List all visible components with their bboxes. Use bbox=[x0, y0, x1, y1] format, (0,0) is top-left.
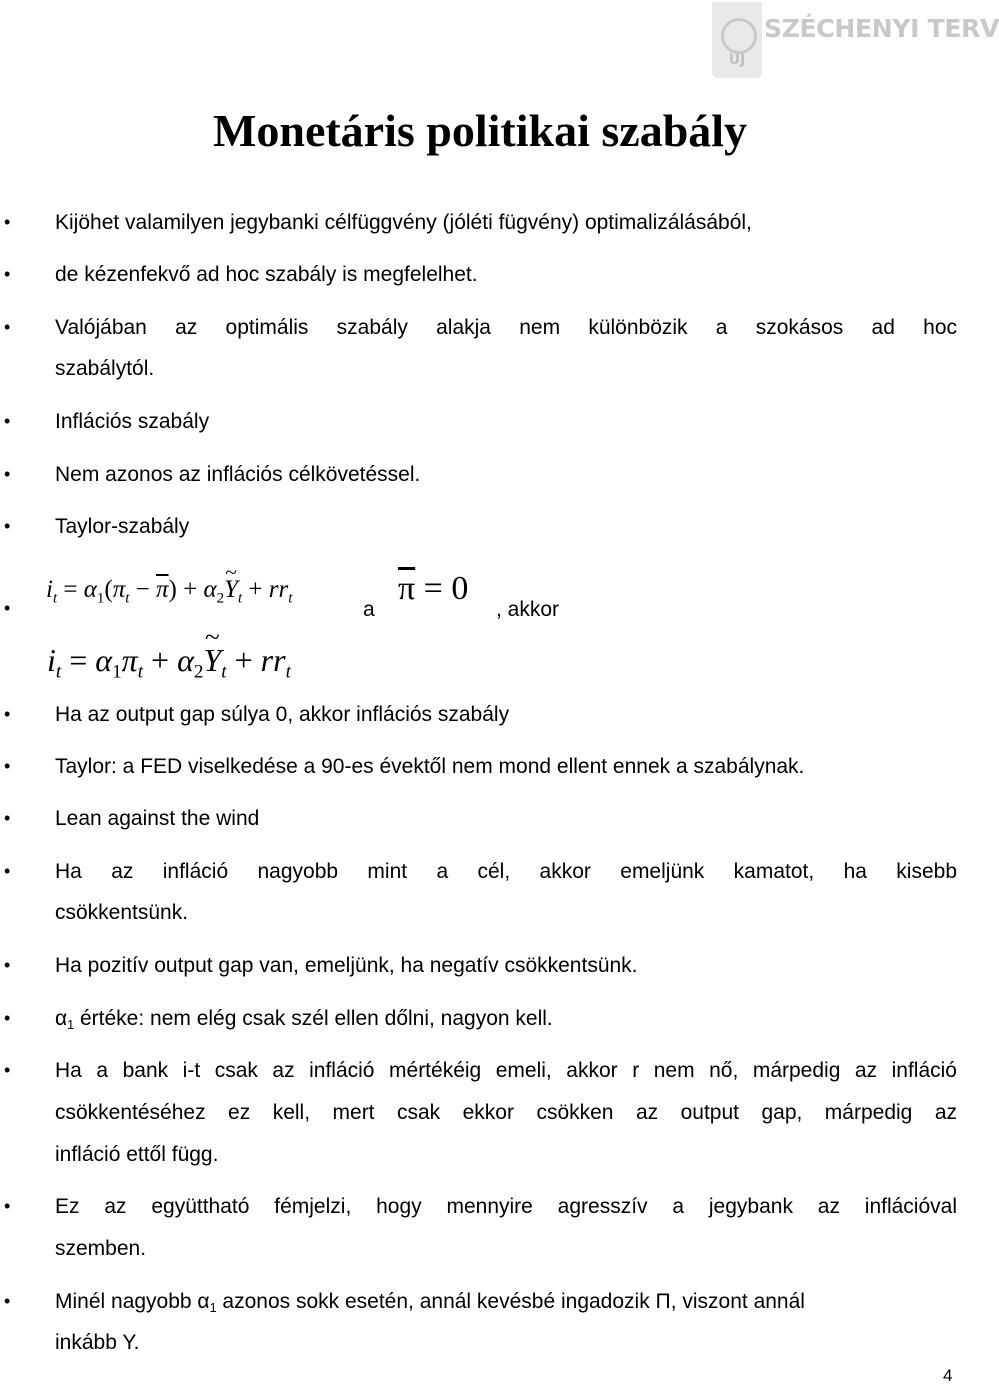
logo-text: SZÉCHENYI TERV bbox=[764, 14, 999, 43]
text-line: Ha az infláció nagyobb mint a cél, akkor emeljünk kamatot, ha kisebb bbox=[55, 860, 957, 883]
bullet-icon: • bbox=[4, 1060, 11, 1080]
bullet-icon: • bbox=[4, 264, 11, 284]
connector-text: , akkor bbox=[496, 598, 560, 621]
text-line: de kézenfekvő ad hoc szabály is megfelelhet. bbox=[55, 263, 478, 286]
text-line: $\alpha_1$ értéke: nem elég csak szél ellen dőlni, nagyon kell. bbox=[55, 1007, 553, 1032]
bullet-icon: • bbox=[4, 1291, 11, 1311]
text-line: Inflációs szabály bbox=[55, 410, 210, 433]
text-line: csökkentsünk. bbox=[55, 901, 189, 924]
bullet-icon: • bbox=[4, 1008, 11, 1028]
page-number: 4 bbox=[943, 1366, 953, 1385]
text-line: Ez az együttható fémjelzi, hogy mennyire agresszív a jegybank az inflációval bbox=[55, 1195, 957, 1218]
text-line: Ha az output gap súlya 0, akkor inflációs szabály bbox=[55, 703, 510, 726]
bullet-icon: • bbox=[4, 411, 11, 431]
text-line: Taylor: a FED viselkedése a 90-es évektől nem mond ellent ennek a szabálynak. bbox=[55, 755, 805, 778]
bullet-icon: • bbox=[4, 704, 11, 724]
inflation-rule-formula: $i_t = \alpha_1\pi_t$ + $\alpha_2\sim$ $Y_t + rr_t$ bbox=[47, 642, 291, 684]
bullet-icon: • bbox=[4, 464, 11, 484]
text-line: Nem azonos az inflációs célkövetéssel. bbox=[55, 463, 421, 486]
bullet-icon: • bbox=[4, 756, 11, 776]
bullet-icon: • bbox=[4, 317, 11, 337]
bullet-icon: • bbox=[4, 808, 11, 828]
connector-text: a bbox=[363, 598, 375, 621]
text-line: Kijöhet valamilyen jegybanki célfüggvény (jóléti fügvény) optimalizálásából, bbox=[55, 211, 752, 234]
szechenyi-terv-logo bbox=[712, 2, 999, 78]
bullet-icon: • bbox=[4, 598, 11, 618]
logo-mark bbox=[712, 2, 762, 78]
text-line: Ha pozitív output gap van, emeljünk, ha negatív csökkentsünk. bbox=[55, 954, 638, 977]
page-title: Monetáris politikai szabály bbox=[212, 105, 748, 156]
text-line: csökkentéséhez ez kell, mert csak ekkor csökken az output gap, márpedig az bbox=[55, 1101, 957, 1124]
text-line: szemben. bbox=[55, 1237, 147, 1260]
text-line: Ha a bank i-t csak az infláció mértékéig emeli, akkor r nem nő, márpedig az infláció bbox=[55, 1059, 957, 1082]
bullet-icon: • bbox=[4, 516, 11, 536]
text-line: Taylor-szabály bbox=[55, 515, 190, 538]
bullet-icon: • bbox=[4, 861, 11, 881]
text-line: inkább Y. bbox=[55, 1331, 140, 1354]
ring-logo-icon bbox=[721, 18, 757, 54]
text-line: Minél nagyobb $\alpha_1$ azonos sokk esetén, annál kevésbé ingadozik Π, viszont annál bbox=[55, 1290, 805, 1315]
text-line: Valójában az optimális szabály alakja nem különbözik a szokásos ad hoc bbox=[55, 316, 957, 339]
logo-mark-text: ÚJ bbox=[728, 52, 746, 68]
inflation-target-condition: $\overline{\pi} = 0$ bbox=[398, 570, 469, 607]
taylor-rule-formula: $i_t = \alpha_1(\pi_t - \overline{\pi})$ + $\alpha_2\sim$ $Y_t + rr_t$ bbox=[46, 576, 292, 607]
text-line: infláció ettől függ. bbox=[55, 1143, 219, 1166]
text-line: szabálytól. bbox=[55, 357, 155, 380]
bullet-icon: • bbox=[4, 1196, 11, 1216]
bullet-icon: • bbox=[4, 212, 11, 232]
text-line: Lean against the wind bbox=[55, 807, 260, 830]
bullet-icon: • bbox=[4, 955, 11, 975]
